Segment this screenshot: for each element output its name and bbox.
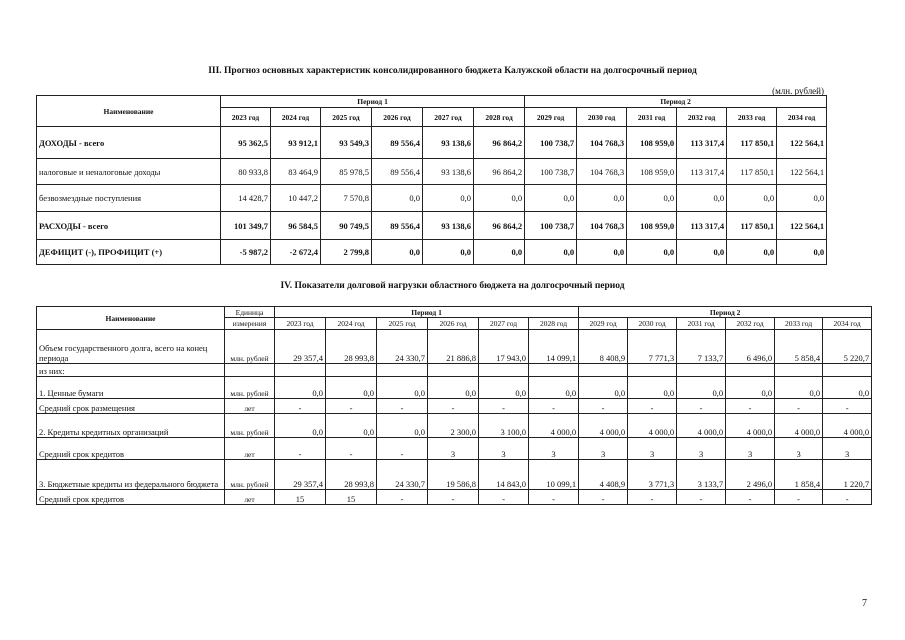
cell-value: 7 771,3 [628,330,677,364]
cell-value: 117 850,1 [727,212,777,240]
row-name: ДЕФИЦИТ (-), ПРОФИЦИТ (+) [37,240,221,265]
cell-value: 96 864,2 [474,127,525,159]
cell-value: 96 584,5 [271,212,321,240]
cell-value: 4 000,0 [579,414,628,438]
cell-value: - [529,490,579,505]
cell-value: 5 858,4 [775,330,823,364]
cell-value: 104 768,3 [577,127,627,159]
year-header: 2034 год [823,318,872,330]
cell-value: - [775,490,823,505]
cell-value: 2 300,0 [428,414,479,438]
cell-value: 3 [479,438,529,460]
cell-value: 108 959,0 [627,127,677,159]
cell-value: 3 [775,438,823,460]
cell-value: 100 738,7 [525,212,577,240]
cell-value: - [326,399,377,414]
section3-unit: (млн. рублей) [772,86,824,96]
cell-value: 89 556,4 [372,127,423,159]
cell-value: 93 912,1 [271,127,321,159]
cell-value: 2 799,8 [321,240,372,265]
cell-value [726,364,775,377]
year-header: 2030 год [628,318,677,330]
cell-value: - [628,399,677,414]
cell-value: 117 850,1 [727,127,777,159]
cell-value: 1 220,7 [823,460,872,490]
section4-title: IV. Показатели долговой нагрузки областного бюджета на долгосрочный период [280,281,625,291]
table-row [37,377,872,399]
cell-value: - [377,438,428,460]
year-header: 2026 год [372,108,423,127]
table-row [37,159,827,185]
debt-load-table [36,306,872,505]
cell-value: - [428,399,479,414]
cell-value: 0,0 [474,185,525,212]
cell-value: 24 330,7 [377,330,428,364]
year-header: 2030 год [577,108,627,127]
cell-value: - [377,399,428,414]
row-unit [225,364,275,377]
cell-value: 122 564,1 [777,212,827,240]
cell-value: 83 464,9 [271,159,321,185]
cell-value: 7 570,8 [321,185,372,212]
table-row [37,127,827,159]
row-unit: лет [225,399,275,414]
cell-value: 28 993,8 [326,460,377,490]
cell-value: 5 220,7 [823,330,872,364]
cell-value: 3 [579,438,628,460]
cell-value: 0,0 [823,377,872,399]
cell-value: 0,0 [377,414,428,438]
row-name: Средний срок кредитов [37,490,225,505]
cell-value: 0,0 [525,185,577,212]
cell-value: 96 864,2 [474,212,525,240]
cell-value: 10 447,2 [271,185,321,212]
table-row [37,240,827,265]
cell-value: 0,0 [479,377,529,399]
cell-value [775,364,823,377]
cell-value: 104 768,3 [577,159,627,185]
cell-value: 0,0 [677,240,727,265]
cell-value: - [726,399,775,414]
cell-value: 29 357,4 [275,460,326,490]
section3-title: III. Прогноз основных характеристик консолидированного бюджета Калужской области на долгосрочный период [208,66,697,76]
cell-value: - [579,399,628,414]
cell-value: 4 000,0 [823,414,872,438]
cell-value: 122 564,1 [777,159,827,185]
cell-value: 93 549,3 [321,127,372,159]
cell-value: 4 000,0 [775,414,823,438]
unit-header: Единица [225,307,275,318]
cell-value: 0,0 [377,377,428,399]
year-header: 2033 год [775,318,823,330]
cell-value: 96 864,2 [474,159,525,185]
cell-value: 10 099,1 [529,460,579,490]
cell-value: 93 138,6 [423,159,474,185]
row-name: Объем государственного долга, всего на конец периода [37,330,225,364]
cell-value: 113 317,4 [677,212,727,240]
cell-value: 0,0 [777,240,827,265]
period2-header: Период 2 [525,96,827,108]
cell-value: 95 362,5 [221,127,271,159]
cell-value: - [275,438,326,460]
cell-value: - [823,399,872,414]
cell-value: 0,0 [275,377,326,399]
cell-value: - [726,490,775,505]
row-name: 2. Кредиты кредитных организаций [37,414,225,438]
cell-value: 3 [428,438,479,460]
cell-value: 0,0 [428,377,479,399]
year-header: 2025 год [321,108,372,127]
row-unit: лет [225,438,275,460]
cell-value: 3 [677,438,726,460]
cell-value: 17 943,0 [479,330,529,364]
cell-value [479,364,529,377]
cell-value: 101 349,7 [221,212,271,240]
cell-value: 4 000,0 [677,414,726,438]
cell-value: 0,0 [677,185,727,212]
cell-value: 100 738,7 [525,159,577,185]
cell-value: 113 317,4 [677,127,727,159]
year-header: 2032 год [677,108,727,127]
cell-value: 3 [529,438,579,460]
cell-value: 1 858,4 [775,460,823,490]
cell-value [529,364,579,377]
cell-value: 15 [326,490,377,505]
page-number: 7 [862,598,867,609]
year-header: 2027 год [479,318,529,330]
year-header: 2031 год [627,108,677,127]
period2-header: Период 2 [579,307,872,318]
cell-value [677,364,726,377]
year-header: 2024 год [326,318,377,330]
cell-value: 0,0 [529,377,579,399]
year-header: 2029 год [525,108,577,127]
cell-value: - [479,399,529,414]
cell-value: 0,0 [579,377,628,399]
row-name: из них: [37,364,225,377]
row-name: налоговые и неналоговые доходы [37,159,221,185]
row-name: Средний срок размещения [37,399,225,414]
period1-header: Период 1 [221,96,525,108]
cell-value: - [326,438,377,460]
cell-value: 0,0 [525,240,577,265]
cell-value: 3 [628,438,677,460]
cell-value: 108 959,0 [627,212,677,240]
cell-value: 4 000,0 [529,414,579,438]
cell-value: - [579,490,628,505]
cell-value: 0,0 [423,240,474,265]
row-name: 1. Ценные бумаги [37,377,225,399]
cell-value: 28 993,8 [326,330,377,364]
cell-value: -2 672,4 [271,240,321,265]
cell-value: 29 357,4 [275,330,326,364]
cell-value: 3 133,7 [677,460,726,490]
year-header: 2034 год [777,108,827,127]
cell-value: 89 556,4 [372,159,423,185]
cell-value: 85 978,5 [321,159,372,185]
year-header: 2023 год [221,108,271,127]
cell-value: 122 564,1 [777,127,827,159]
cell-value: - [377,490,428,505]
cell-value: 4 000,0 [628,414,677,438]
cell-value: 0,0 [726,377,775,399]
cell-value: 0,0 [775,377,823,399]
cell-value [275,364,326,377]
table-row [37,399,872,414]
table-row [37,364,872,377]
cell-value: - [428,490,479,505]
cell-value: 4 408,9 [579,460,628,490]
year-header: 2024 год [271,108,321,127]
row-name: ДОХОДЫ - всего [37,127,221,159]
cell-value: - [677,399,726,414]
cell-value: 15 [275,490,326,505]
cell-value: 108 959,0 [627,159,677,185]
cell-value: 0,0 [577,185,627,212]
year-header: 2028 год [474,108,525,127]
row-unit: млн. рублей [225,414,275,438]
cell-value: 0,0 [275,414,326,438]
cell-value: - [628,490,677,505]
cell-value: - [275,399,326,414]
cell-value: 0,0 [727,185,777,212]
name-header: Наименование [37,96,221,127]
cell-value: 0,0 [372,185,423,212]
row-unit: млн. рублей [225,460,275,490]
cell-value: 14 099,1 [529,330,579,364]
table-row [37,330,872,364]
cell-value [326,364,377,377]
year-header: 2028 год [529,318,579,330]
year-header: 2029 год [579,318,628,330]
cell-value: 6 496,0 [726,330,775,364]
cell-value: 14 843,0 [479,460,529,490]
cell-value: 0,0 [577,240,627,265]
cell-value: - [775,399,823,414]
cell-value: - [677,490,726,505]
year-header: 2032 год [726,318,775,330]
row-name: 3. Бюджетные кредиты из федерального бюджета [37,460,225,490]
year-header: 2023 год [275,318,326,330]
cell-value: 24 330,7 [377,460,428,490]
cell-value: -5 987,2 [221,240,271,265]
table-row [37,185,827,212]
row-unit: млн. рублей [225,377,275,399]
year-header: 2025 год [377,318,428,330]
cell-value: 4 000,0 [726,414,775,438]
cell-value: 0,0 [777,185,827,212]
row-name: безвозмездные поступления [37,185,221,212]
row-name: РАСХОДЫ - всего [37,212,221,240]
cell-value: 0,0 [628,377,677,399]
cell-value: 3 771,3 [628,460,677,490]
name-header: Наименование [37,307,225,330]
year-header: 2026 год [428,318,479,330]
cell-value: 19 586,8 [428,460,479,490]
cell-value: 0,0 [474,240,525,265]
unit-header: измерения [225,318,275,330]
cell-value: 80 933,8 [221,159,271,185]
cell-value: - [823,490,872,505]
cell-value: 3 [726,438,775,460]
cell-value: 21 886,8 [428,330,479,364]
cell-value: 0,0 [423,185,474,212]
row-unit: млн. рублей [225,330,275,364]
table-row [37,414,872,438]
table-row [37,460,872,490]
table-row [37,212,827,240]
cell-value: 100 738,7 [525,127,577,159]
cell-value: 117 850,1 [727,159,777,185]
cell-value [377,364,428,377]
cell-value [579,364,628,377]
year-header: 2033 год [727,108,777,127]
cell-value: 0,0 [677,377,726,399]
cell-value [428,364,479,377]
cell-value: 0,0 [627,240,677,265]
cell-value [628,364,677,377]
cell-value: 104 768,3 [577,212,627,240]
table-row [37,490,872,505]
cell-value: 0,0 [326,377,377,399]
cell-value: 90 749,5 [321,212,372,240]
cell-value: 113 317,4 [677,159,727,185]
table-row [37,438,872,460]
cell-value: 93 138,6 [423,127,474,159]
period1-header: Период 1 [275,307,579,318]
cell-value: 93 138,6 [423,212,474,240]
cell-value: 2 496,0 [726,460,775,490]
cell-value: 3 [823,438,872,460]
cell-value: 0,0 [372,240,423,265]
row-name: Средний срок кредитов [37,438,225,460]
cell-value: 0,0 [627,185,677,212]
cell-value: 0,0 [727,240,777,265]
cell-value: - [529,399,579,414]
cell-value: 14 428,7 [221,185,271,212]
consolidated-budget-table [36,95,827,265]
cell-value: 0,0 [326,414,377,438]
cell-value: 8 408,9 [579,330,628,364]
cell-value: - [479,490,529,505]
cell-value: 3 100,0 [479,414,529,438]
cell-value [823,364,872,377]
row-unit: лет [225,490,275,505]
year-header: 2031 год [677,318,726,330]
cell-value: 89 556,4 [372,212,423,240]
cell-value: 7 133,7 [677,330,726,364]
year-header: 2027 год [423,108,474,127]
